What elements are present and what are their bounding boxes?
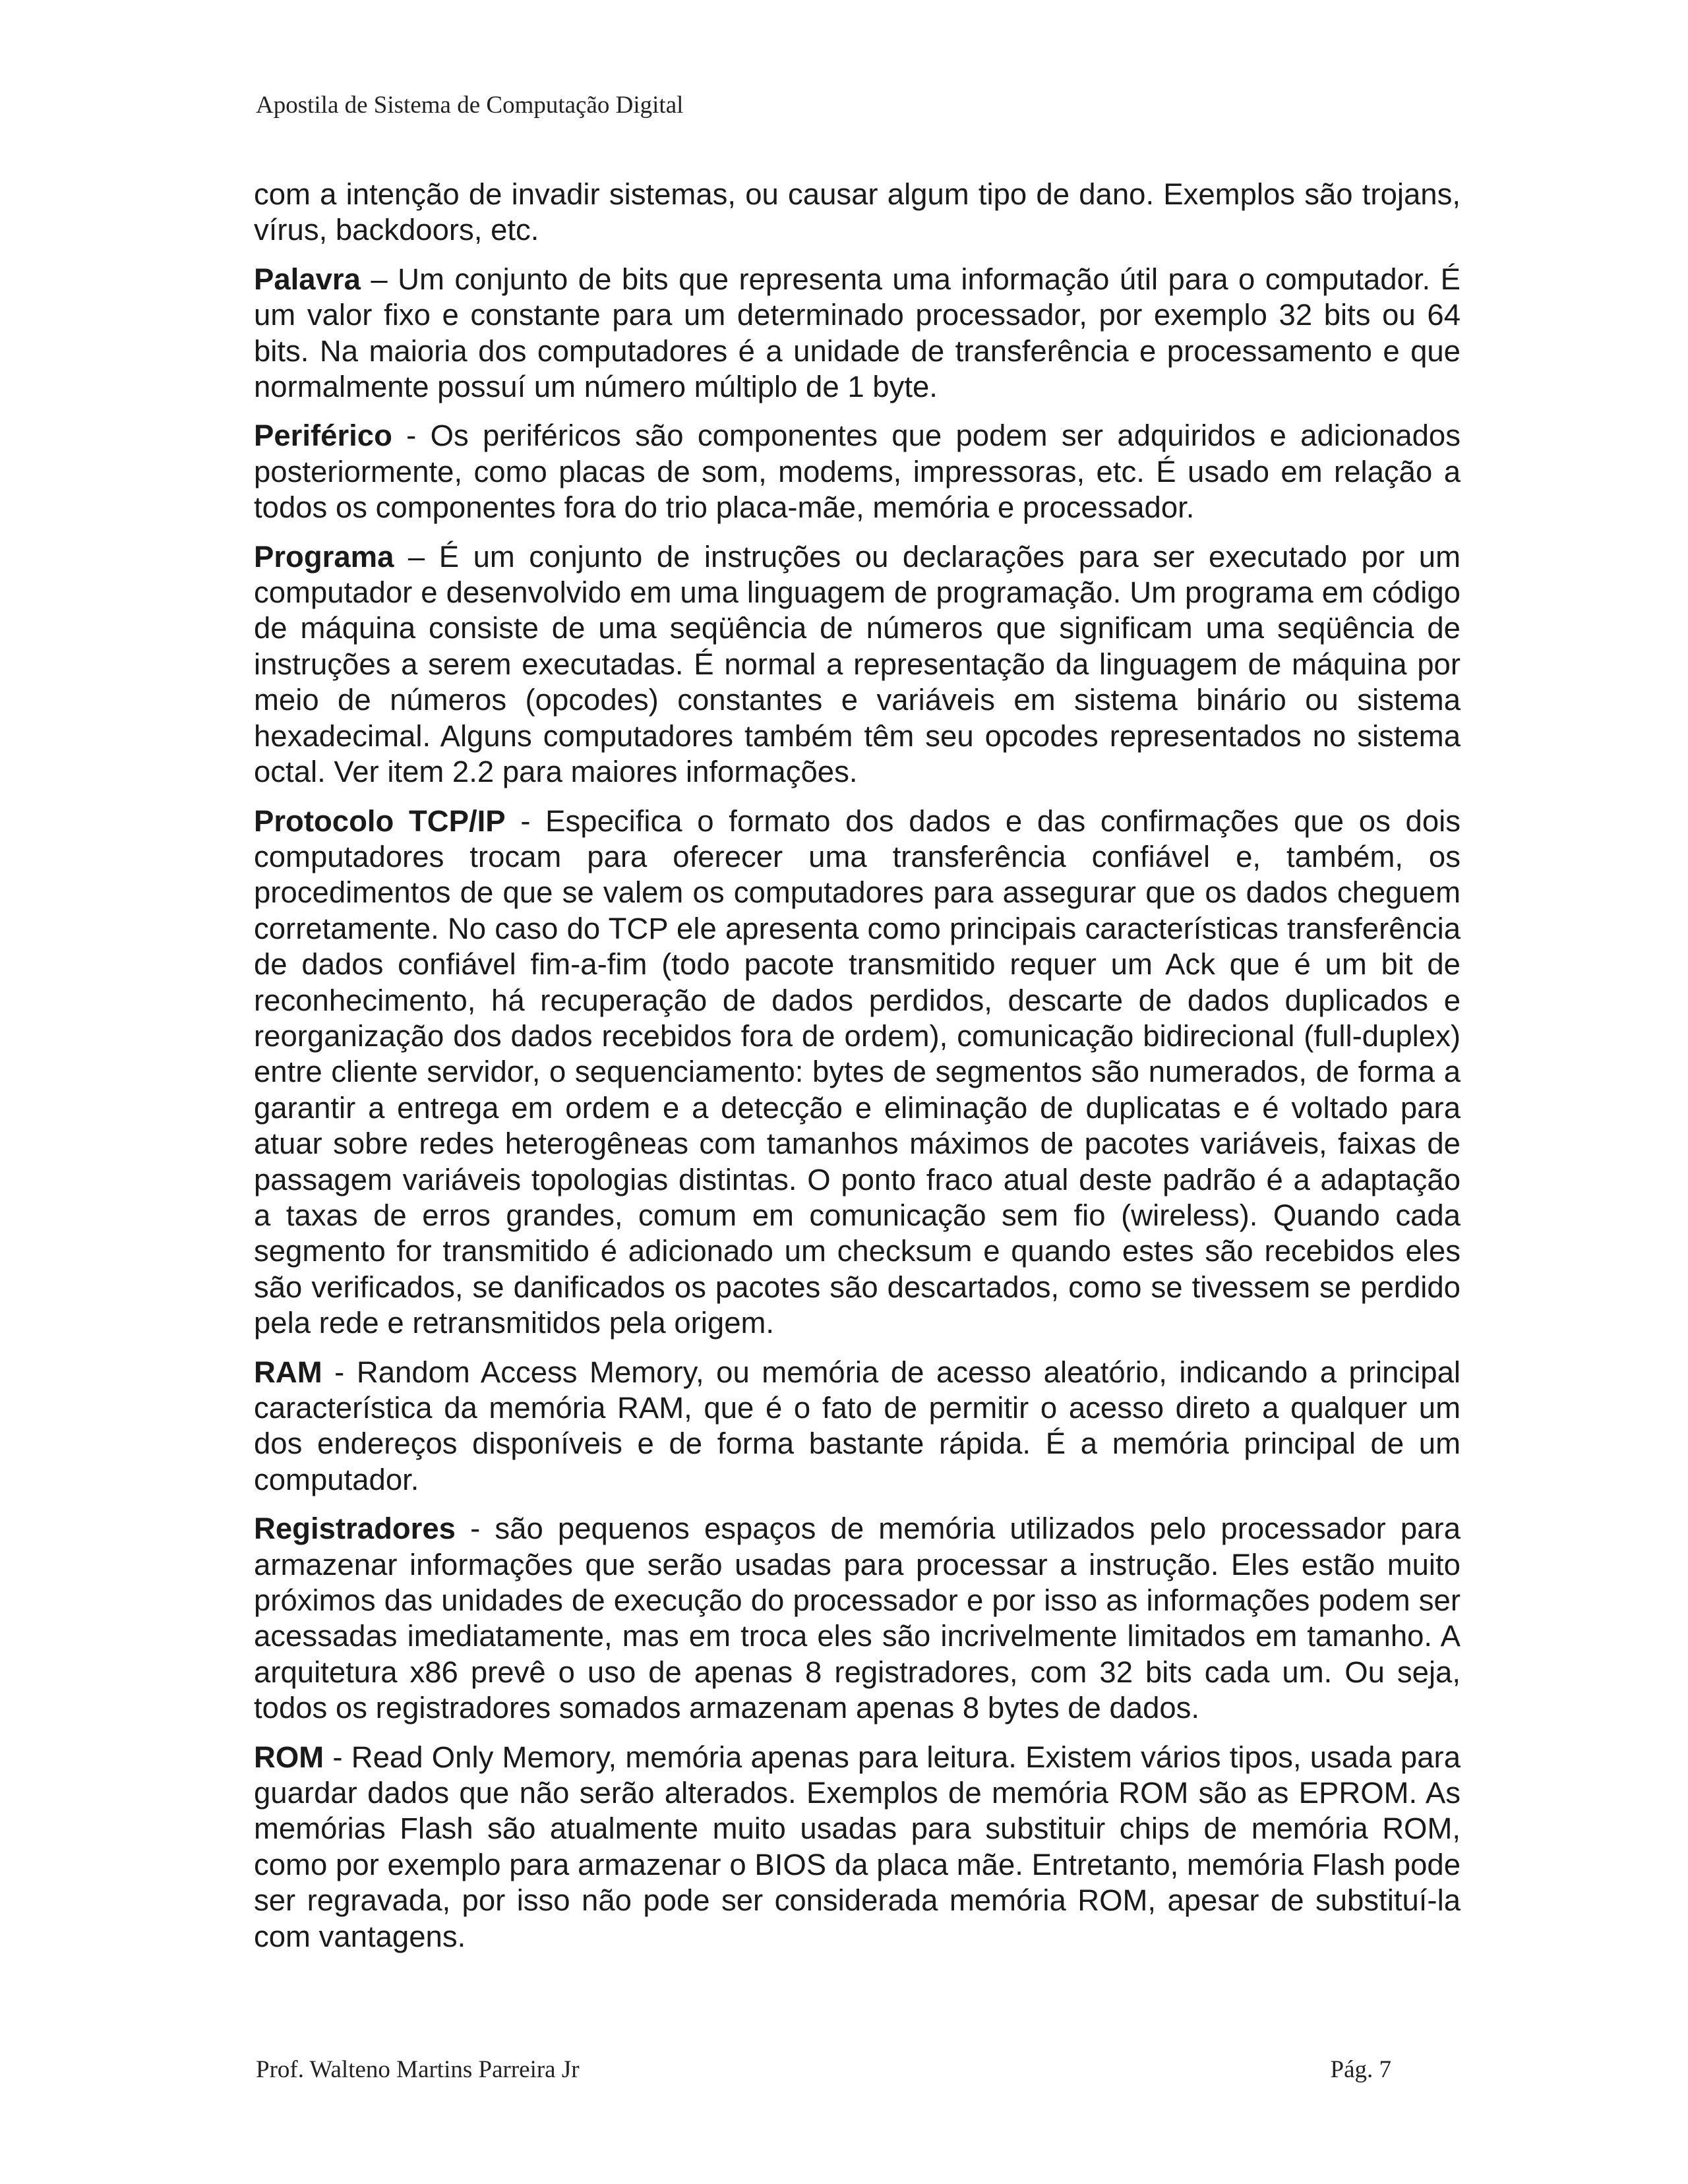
term-palavra: Palavra [254,262,361,296]
term-periferico: Periférico [254,419,392,453]
term-ram: RAM [254,1355,322,1389]
definition-text: - Os periféricos são componentes que podem ser adquiridos e adicionados posteriormente, como placas de som, modems, impressoras, etc. É usado em relação a todos os componentes fora do trio placa-mãe, memória e processador. [254,419,1461,525]
page-footer [256,2055,1391,2084]
paragraph-periferico [254,418,1461,525]
page-header: Apostila de Sistema de Computação Digital [256,92,684,119]
paragraph-registradores [254,1511,1461,1726]
definition-text: – Um conjunto de bits que representa uma informação útil para o computador. É um valor fixo e constante para um determinado processador, por exemplo 32 bits ou 64 bits. Na maioria dos computadores é a unidade de transferência e processamento e que normalmente possuí um número múltiplo de 1 byte. [254,262,1461,404]
paragraph-protocolo-tcp-ip [254,804,1461,1342]
definition-text: - Read Only Memory, memória apenas para leitura. Existem vários tipos, usada para guardar dados que não serão alterados. Exemplos de memória ROM são as EPROM. As memórias Flash são atualmente muito usadas para substituir chips de memória ROM, como por exemplo para armazenar o BIOS da placa mãe. Entretanto, memória Flash pode ser regravada, por isso não pode ser considerada memória ROM, apesar de substituí-la com vantagens. [254,1740,1461,1953]
paragraph-malware-continuation [254,177,1461,249]
definition-text: - Especifica o formato dos dados e das confirmações que os dois computadores trocam para oferecer uma transferência confiável e, também, os procedimentos de que se valem os computadores para assegurar que os dados cheguem corretamente. No caso do TCP ele apresenta como principais características transferência de dados confiável fim-a-fim (todo pacote transmitido requer um Ack que é um bit de reconhecimento, há recuperação de dados perdidos, descarte de dados duplicados e reorganização dos dados recebidos fora de ordem), comunicação bidirecional (full-duplex) entre cliente servidor, o sequenciamento: bytes de segmentos são numerados, de forma a garantir a entrega em ordem e a detecção e eliminação de duplicatas e é voltado para atuar sobre redes heterogêneas com tamanhos máximos de pacotes variáveis, faixas de passagem variáveis topologias distintas. O ponto fraco atual deste padrão é a adaptação a taxas de erros grandes, comum em comunicação sem fio (wireless). Quando cada segmento for transmitido é adicionado um checksum e quando estes são recebidos eles são verificados, se danificados os pacotes são descartados, como se tivessem se perdido pela rede e retransmitidos pela origem. [254,804,1461,1340]
term-programa: Programa [254,539,394,574]
page-number: Pág. 7 [1330,2056,1391,2083]
definition-text: com a intenção de invadir sistemas, ou causar algum tipo de dano. Exemplos são trojans, vírus, backdoors, etc. [254,177,1461,247]
term-rom: ROM [254,1740,324,1774]
footer-author: Prof. Walteno Martins Parreira Jr [256,2056,580,2083]
document-body [254,177,1461,1968]
paragraph-programa [254,539,1461,790]
paragraph-palavra [254,262,1461,405]
paragraph-ram [254,1355,1461,1498]
paragraph-rom [254,1740,1461,1955]
definition-text: - Random Access Memory, ou memória de acesso aleatório, indicando a principal característica da memória RAM, que é o fato de permitir o acesso direto a qualquer um dos endereços disponíveis e de forma bastante rápida. É a memória principal de um computador. [254,1355,1461,1496]
term-registradores: Registradores [254,1512,456,1546]
definition-text: - são pequenos espaços de memória utilizados pelo processador para armazenar informações que serão usadas para processar a instrução. Eles estão muito próximos das unidades de execução do processador e por isso as informações podem ser acessadas imediatamente, mas em troca eles são incrivelmente limitados em tamanho. A arquitetura x86 prevê o uso de apenas 8 registradores, com 32 bits cada um. Ou seja, todos os registradores somados armazenam apenas 8 bytes de dados. [254,1512,1461,1725]
term-protocolo-tcp-ip: Protocolo TCP/IP [254,804,506,838]
definition-text: – É um conjunto de instruções ou declarações para ser executado por um computador e desenvolvido em uma linguagem de programação. Um programa em código de máquina consiste de uma seqüência de números que significam uma seqüência de instruções a serem executadas. É normal a representação da linguagem de máquina por meio de números (opcodes) constantes e variáveis em sistema binário ou sistema hexadecimal. Alguns computadores também têm seu opcodes representados no sistema octal. Ver item 2.2 para maiores informações. [254,539,1461,789]
